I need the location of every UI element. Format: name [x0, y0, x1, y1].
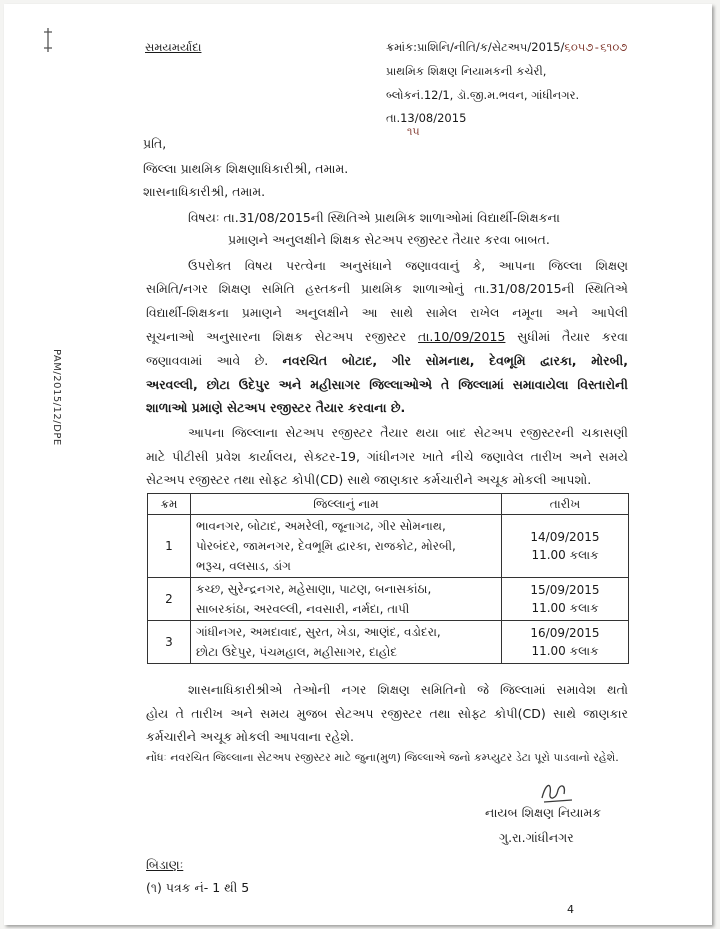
letter-date: તા.13/08/2015 [386, 111, 467, 125]
row-districts [191, 515, 502, 578]
para2-line-2: માટે પીટીસી પ્રવેશ કાર્યાલય, સેક્ટર-19, ગાંધીનગર ખાતે નીચે જણાવેલ તારીખ અને સમયે [146, 449, 628, 464]
side-stamp: PAM/2015/12/DPE [51, 349, 62, 446]
header-date: તારીખ [502, 494, 629, 515]
para1-line-4c: સુધીમાં તૈયાર કરવા [505, 329, 628, 344]
para3-line-3: કર્મચારીને અચૂક મોકલી આપવાના રહેશે. [146, 729, 354, 744]
signatory-title: નાયબ શિક્ષણ નિયામક [485, 805, 602, 820]
reference-number-text: ક્રમાંક:પ્રાશિનિ/નીતિ/ક/સેટઅપ/2015/ [386, 40, 565, 54]
district-line: છોટા ઉદેપુર, પંચમહાલ, મહીસાગર, દાહોદ [196, 645, 398, 659]
para1-line-2: સમિતિ/નગર શિક્ષણ સમિતિ હસ્તકની પ્રાથમિક શાળાઓનું તા.31/08/2015ની સ્થિતિએ [146, 281, 628, 296]
row-date [502, 621, 629, 664]
row-serial: 2 [148, 578, 191, 621]
row-serial: 1 [148, 515, 191, 578]
para2-line-1: આપના જિલ્લાના સેટઅપ રજીસ્ટર તૈયાર થયા બાદ સેટઅપ રજીસ્ટરની ચકાસણી [188, 425, 628, 440]
para2-line-3: સેટઅપ રજીસ્ટર તથા સોફ્ટ કોપી(CD) સાથે જાણકાર કર્મચારીને અચૂક મોકલી આપશો. [146, 472, 592, 487]
para1-line-5a: જણાવવામાં આવે છે. [146, 353, 283, 368]
table-header-row [148, 494, 629, 515]
para1-line-5b: નવરચિત બોટાદ, ગીર સોમનાથ, દેવભૂમિ દ્વારકા, મોરબી, [282, 353, 628, 368]
para1-line-4 [146, 329, 628, 345]
schedule-time: 11.00 કલાક [531, 601, 599, 615]
enclosure-heading: બિડાણઃ [146, 857, 184, 872]
district-line: સાબરકાંઠા, અરવલ્લી, નવસારી, નર્મદા, તાપી [196, 602, 410, 616]
schedule-time: 11.00 કલાક [531, 548, 599, 562]
reference-number [386, 40, 627, 55]
para1-line-1: ઉપરોક્ત વિષય પરત્વેના અનુસંધાને જણાવવાનું કે, આપના જિલ્લા શિક્ષણ [188, 258, 628, 273]
table-row [148, 621, 629, 664]
para3-line-2: હોય તે તારીખ અને સમય મુજબ સેટઅપ રજીસ્ટર તથા સોફ્ટ કોપી(CD) સાથે જાણકાર [146, 706, 628, 721]
punch-hole-icon [34, 26, 62, 54]
recipient-line-2: શાસનાધિકારીશ્રી, તમામ. [143, 184, 266, 199]
schedule-time: 11.00 કલાક [531, 644, 599, 658]
header-district: જિલ્લાનું નામ [191, 494, 502, 515]
office-name: પ્રાથમિક શિક્ષણ નિયામકની કચેરી, [386, 64, 547, 78]
page-number: 4 [567, 903, 574, 916]
district-line: કચ્છ, સુરેન્દ્રનગર, મહેસાણા, પાટણ, બનાસકાંઠા, [196, 582, 432, 596]
district-line: ભાવનગર, બોટાદ, અમરેલી, જૂનાગઢ, ગીર સોમનાથ, [196, 519, 446, 533]
table-row [148, 515, 629, 578]
district-line: ભરૂચ, વલસાડ, ડાંગ [196, 559, 291, 573]
header-serial: ક્રમ [148, 494, 191, 515]
document-page [4, 4, 712, 925]
signatory-place: ગુ.રા.ગાંધીનગર [499, 830, 574, 845]
para1-line-7: શાળાઓ પ્રમાણે સેટઅપ રજીસ્ટર તૈયાર કરવાના છે. [146, 400, 406, 415]
para1-line-6: અરવલ્લી, છોટા ઉદેપુર અને મહીસાગર જિલ્લાઓએ તે જિલ્લામાં સમાવાયેલા વિસ્તારોની [146, 377, 628, 392]
salutation: પ્રતિ, [143, 136, 167, 151]
deadline-date: તા.10/09/2015 [418, 329, 506, 344]
schedule-date: 15/09/2015 [530, 583, 600, 597]
note-text: નોંધઃ નવરચિત જિલ્લાના સેટઅપ રજીસ્ટર માટે જુના(મુળ) જિલ્લાએ જનો કમ્પ્યુટર ડેટા પૂરો પાડવાનો રહેશે. [146, 751, 619, 764]
schedule-date: 14/09/2015 [530, 530, 600, 544]
subject-line-2: પ્રમાણને અનુલક્ષીને શિક્ષક સેટઅપ રજીસ્ટર તૈયાર કરવા બાબત. [228, 232, 550, 247]
row-date [502, 515, 629, 578]
schedule-date: 16/09/2015 [530, 626, 600, 640]
row-districts [191, 578, 502, 621]
subject-line-1: વિષયઃ તા.31/08/2015ની સ્થિતિએ પ્રાથમિક શાળાઓમાં વિદ્યાર્થી-શિક્ષકના [188, 210, 560, 225]
office-address: બ્લોકનં.12/1, ડૉ.જી.મ.ભવન, ગાંધીનગર. [386, 88, 580, 102]
para3-line-1: શાસનાધિકારીશ્રીએ તેઓની નગર શિક્ષણ સમિતિનો જે જિલ્લામાં સમાવેશ થતો [188, 682, 628, 697]
table-row [148, 578, 629, 621]
row-serial: 3 [148, 621, 191, 664]
district-line: ગાંધીનગર, અમદાવાદ, સુરત, ખેડા, આણંદ, વડોદરા, [196, 625, 441, 639]
row-date [502, 578, 629, 621]
classification-label: સમયમર્યાદા [145, 40, 202, 54]
enclosure-item: (૧) પત્રક નં- 1 થી 5 [146, 880, 250, 895]
para1-line-4a: સૂચનાઓ અનુસારના શિક્ષક સેટઅપ રજીસ્ટર [146, 329, 419, 344]
reference-handwritten: ૬૦૫૭-૬૧૦૭ [564, 40, 628, 54]
row-districts [191, 621, 502, 664]
para1-line-5 [146, 353, 628, 369]
para1-line-3: વિદ્યાર્થી-શિક્ષકના પ્રમાણને અનુલક્ષીને આ સાથે સામેલ રાખેલ નમૂના અને આપેલી [146, 305, 628, 320]
recipient-line-1: જિલ્લા પ્રાથમિક શિક્ષણાધિકારીશ્રી, તમામ. [143, 161, 349, 176]
date-handwritten: ૧૫ [407, 125, 420, 138]
district-line: પોરબંદર, જામનગર, દેવભૂમિ દ્વારકા, રાજકોટ, મોરબી, [196, 539, 456, 553]
schedule-table [147, 493, 629, 664]
